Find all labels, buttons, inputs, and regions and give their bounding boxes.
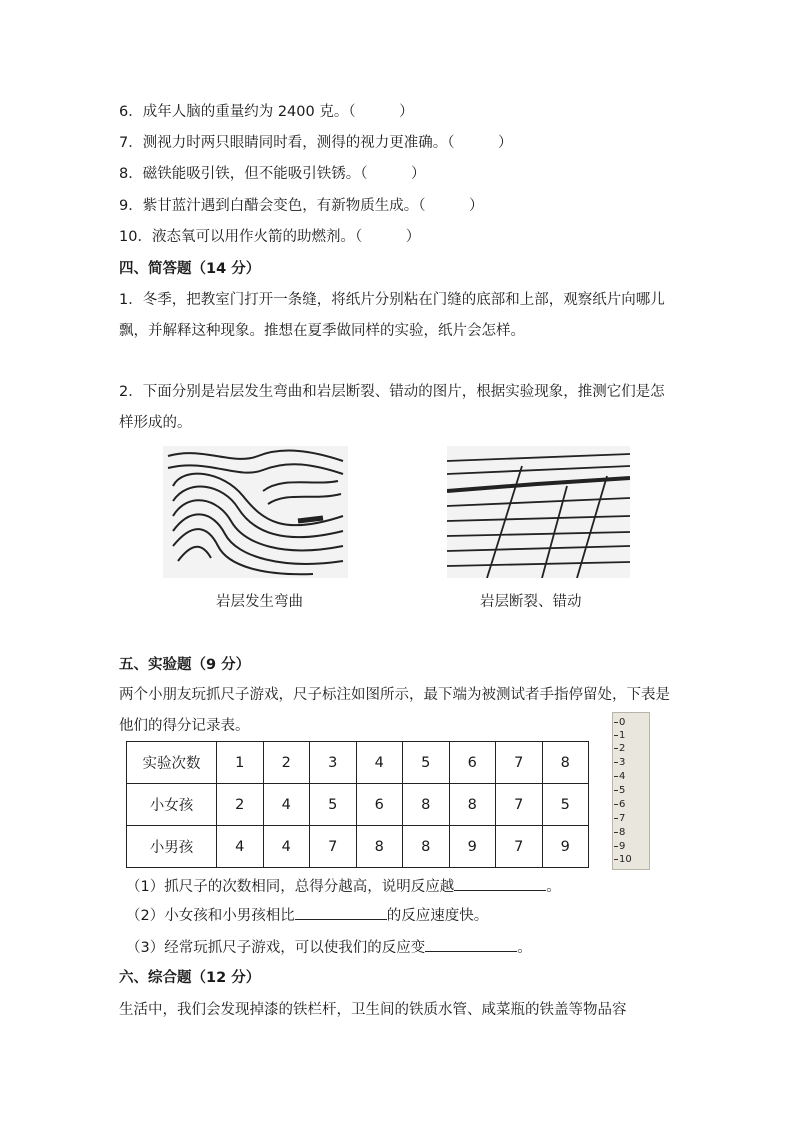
table-cell: 1 [217,742,264,784]
table-cell: 7 [496,742,543,784]
table-cell: 4 [263,826,310,868]
section-5-heading: 五、实验题（9 分） [119,657,251,673]
table-row-girl [127,784,589,826]
sub-question-3-end: 。 [517,940,532,956]
caption-rock-fault: 岩层断裂、错动 [480,594,582,610]
table-cell: 8 [403,826,450,868]
sub-question-2-text: （2）小女孩和小男孩相比 [126,908,295,924]
row-label-girl: 小女孩 [127,784,217,826]
row-label-trials: 实验次数 [127,742,217,784]
sub-question-3 [126,937,532,958]
section-6-intro: 生活中，我们会发现掉漆的铁栏杆，卫生间的铁质水管、咸菜瓶的铁盖等物品容 [119,1002,627,1018]
table-cell: 5 [310,784,357,826]
table-cell: 7 [496,826,543,868]
sub-question-1-text: （1）抓尺子的次数相同，总得分越高，说明反应越 [126,879,455,895]
table-cell: 8 [542,742,589,784]
section-6-heading: 六、综合题（12 分） [119,970,261,986]
section-4-question-2: 2．下面分别是岩层发生弯曲和岩层断裂、错动的图片，根据实验现象，推测它们是怎样形成的。 [119,384,665,431]
table-cell: 8 [356,826,403,868]
ruler-mark: 4 [619,771,626,782]
table-cell: 8 [449,784,496,826]
table-row-trials [127,742,589,784]
sub-question-2 [126,905,488,926]
sub-question-1 [126,876,561,897]
score-table [126,741,589,868]
table-cell: 3 [310,742,357,784]
table-cell: 6 [356,784,403,826]
judgement-question-8: 8．磁铁能吸引铁，但不能吸引铁锈。（ ） [119,166,426,182]
caption-rock-fold: 岩层发生弯曲 [216,594,303,610]
ruler-mark: 0 [619,717,626,728]
section-4-heading: 四、简答题（14 分） [119,261,261,277]
table-cell: 5 [542,784,589,826]
answer-blank-1[interactable] [454,876,546,891]
section-5-intro: 两个小朋友玩抓尺子游戏，尺子标注如图所示，最下端为被测试者手指停留处，下表是他们的得分记录表。 [119,687,670,734]
judgement-question-7: 7．测视力时两只眼睛同时看，测得的视力更准确。（ ） [119,135,513,151]
row-label-boy: 小男孩 [127,826,217,868]
ruler-mark: 6 [619,799,626,810]
judgement-question-9: 9．紫甘蓝汁遇到白醋会变色，有新物质生成。（ ） [119,198,484,214]
ruler-mark: 5 [619,785,626,796]
table-cell: 2 [217,784,264,826]
judgement-question-6: 6．成年人脑的重量约为 2400 克。（ ） [119,104,414,120]
sub-question-2-end: 的反应速度快。 [386,908,489,924]
table-cell: 7 [310,826,357,868]
ruler-mark: 1 [619,730,626,741]
table-cell: 4 [356,742,403,784]
table-cell: 4 [263,784,310,826]
table-cell: 2 [263,742,310,784]
table-cell: 5 [403,742,450,784]
ruler-mark: 8 [619,827,626,838]
ruler-image [612,712,650,870]
table-cell: 6 [449,742,496,784]
rock-fault-image [447,446,630,578]
section-4-question-1: 1．冬季，把教室门打开一条缝，将纸片分别粘在门缝的底部和上部，观察纸片向哪儿飘，并解释这种现象。推想在夏季做同样的实验，纸片会怎样。 [119,292,665,339]
ruler-mark: 2 [619,743,626,754]
table-cell: 4 [217,826,264,868]
judgement-question-10: 10．液态氧可以用作火箭的助燃剂。（ ） [119,229,421,245]
sub-question-1-end: 。 [546,879,561,895]
sub-question-3-text: （3）经常玩抓尺子游戏，可以使我们的反应变 [126,940,426,956]
ruler-mark: 7 [619,813,626,824]
ruler-mark: 10 [619,854,632,865]
table-cell: 8 [403,784,450,826]
table-cell: 7 [496,784,543,826]
ruler-mark: 3 [619,757,626,768]
ruler-mark: 9 [619,841,626,852]
answer-blank-2[interactable] [295,905,387,920]
table-cell: 9 [449,826,496,868]
answer-blank-3[interactable] [425,937,517,952]
table-row-boy [127,826,589,868]
rock-fold-image [163,446,348,578]
table-cell: 9 [542,826,589,868]
